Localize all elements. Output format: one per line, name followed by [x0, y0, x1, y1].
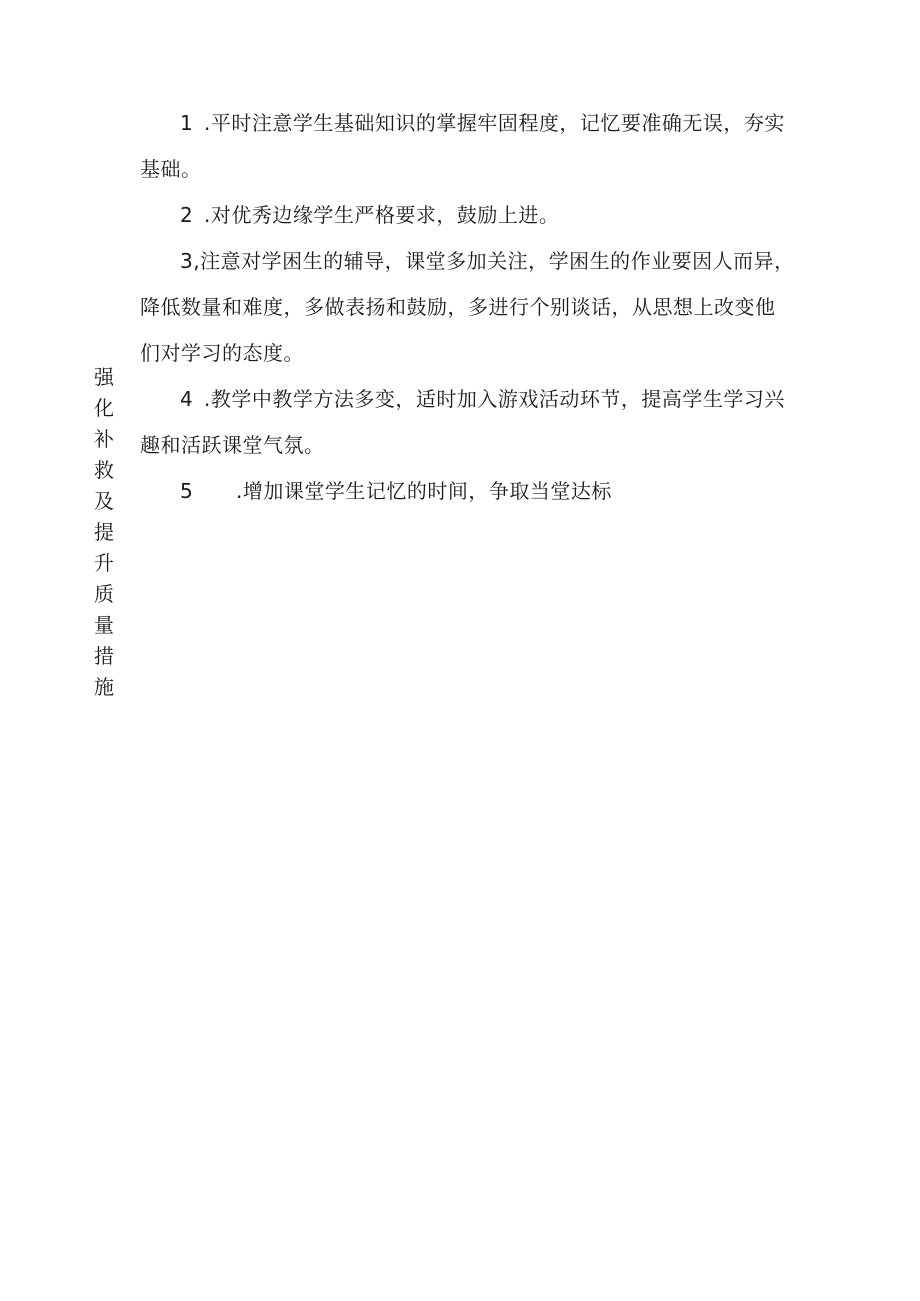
item-number: 2: [180, 203, 194, 227]
list-item: [140, 192, 795, 238]
list-item: [140, 100, 795, 192]
item-text: .教学中教学方法多变，适时加入游戏活动环节，提高学生学习兴趣和活跃课堂气氛。: [140, 387, 785, 457]
item-number: 3,: [180, 249, 201, 273]
item-number: 5: [180, 479, 194, 503]
side-section-label: 强化补救及提升质量措施: [94, 365, 114, 699]
item-number: 1: [180, 111, 194, 135]
list-item: [140, 238, 795, 376]
list-item: [140, 376, 795, 468]
measures-list: [140, 100, 795, 514]
item-number: 4: [180, 387, 194, 411]
list-item: [140, 468, 795, 514]
item-text: .平时注意学生基础知识的掌握牢固程度，记忆要准确无误，夯实基础。: [140, 111, 785, 181]
item-text: 注意对学困生的辅导，课堂多加关注，学困生的作业要因人而异，降低数量和难度，多做表扬和鼓励，多进行个别谈话，从思想上改变他们对学习的态度。: [140, 249, 795, 365]
item-text: .增加课堂学生记忆的时间，争取当堂达标: [236, 479, 612, 503]
item-text: .对优秀边缘学生严格要求，鼓励上进。: [204, 203, 560, 227]
